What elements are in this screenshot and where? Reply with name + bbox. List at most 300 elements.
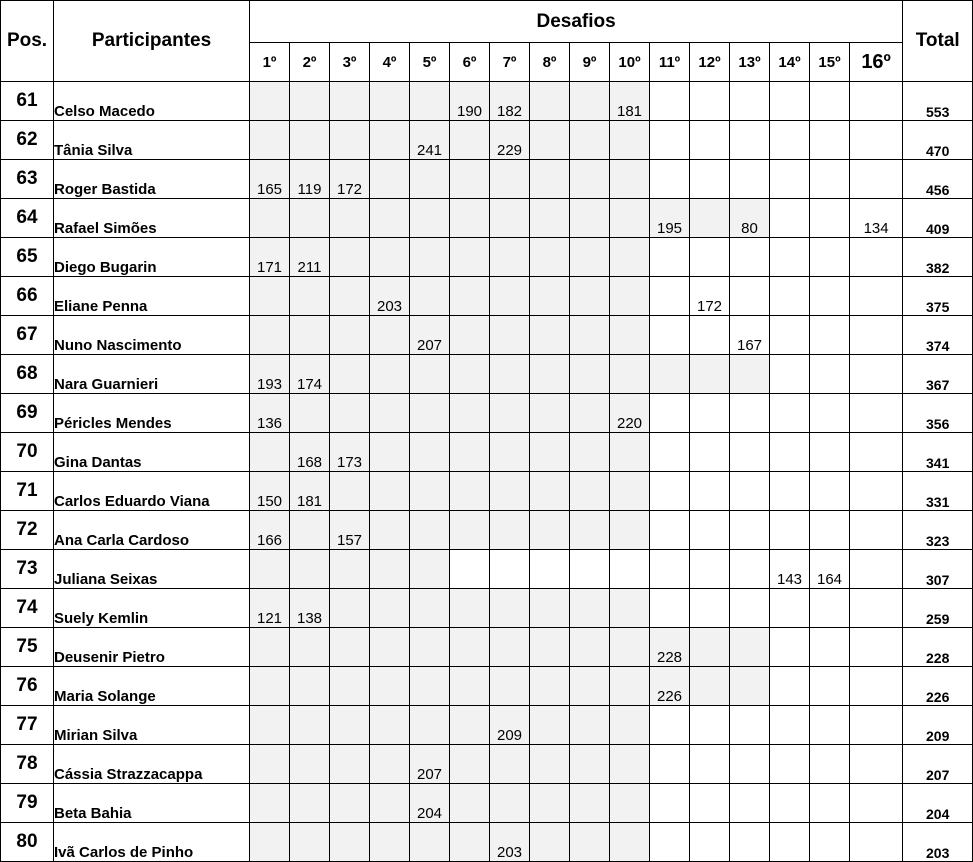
score-cell — [690, 355, 730, 394]
score-cell: 203 — [490, 823, 530, 862]
table-row — [1, 277, 973, 316]
table-row — [1, 160, 973, 199]
score-cell — [330, 121, 370, 160]
score-cell — [450, 745, 490, 784]
score-cell — [490, 784, 530, 823]
score-cell — [730, 121, 770, 160]
score-cell — [690, 316, 730, 355]
table-row — [1, 394, 973, 433]
score-cell — [850, 277, 903, 316]
score-cell — [250, 316, 290, 355]
score-cell — [530, 199, 570, 238]
score-cell — [290, 511, 330, 550]
score-cell — [330, 355, 370, 394]
table-row — [1, 550, 973, 589]
score-cell — [650, 394, 690, 433]
score-cell — [610, 316, 650, 355]
score-cell — [490, 745, 530, 784]
row-total: 203 — [903, 823, 973, 862]
row-position: 70 — [1, 433, 54, 472]
score-cell — [530, 277, 570, 316]
score-cell — [730, 667, 770, 706]
participant-name: Carlos Eduardo Viana — [54, 472, 250, 511]
row-total: 382 — [903, 238, 973, 277]
score-cell: 241 — [410, 121, 450, 160]
score-cell — [690, 199, 730, 238]
score-cell — [810, 784, 850, 823]
score-cell: 168 — [290, 433, 330, 472]
row-total: 226 — [903, 667, 973, 706]
score-cell — [530, 355, 570, 394]
score-cell — [570, 277, 610, 316]
table-row — [1, 745, 973, 784]
score-cell — [530, 589, 570, 628]
score-cell — [690, 433, 730, 472]
score-cell — [650, 316, 690, 355]
score-cell — [650, 433, 690, 472]
challenge-header-7: 7º — [490, 43, 530, 82]
challenge-header-15: 15º — [810, 43, 850, 82]
score-cell — [450, 472, 490, 511]
challenge-header-9: 9º — [570, 43, 610, 82]
score-cell — [330, 316, 370, 355]
score-cell — [410, 82, 450, 121]
score-cell: 190 — [450, 82, 490, 121]
score-cell — [850, 589, 903, 628]
row-total: 228 — [903, 628, 973, 667]
score-cell — [290, 121, 330, 160]
score-cell — [250, 706, 290, 745]
score-cell — [650, 823, 690, 862]
score-cell — [330, 823, 370, 862]
score-cell — [330, 550, 370, 589]
score-cell: 229 — [490, 121, 530, 160]
score-cell — [570, 589, 610, 628]
challenge-header-3: 3º — [330, 43, 370, 82]
score-cell — [530, 160, 570, 199]
score-cell: 204 — [410, 784, 450, 823]
row-total: 209 — [903, 706, 973, 745]
score-cell — [450, 316, 490, 355]
score-cell — [490, 160, 530, 199]
score-cell — [570, 550, 610, 589]
score-cell — [450, 628, 490, 667]
score-cell: 167 — [730, 316, 770, 355]
score-cell — [450, 121, 490, 160]
table-row — [1, 472, 973, 511]
row-total: 375 — [903, 277, 973, 316]
table-row — [1, 706, 973, 745]
row-position: 69 — [1, 394, 54, 433]
score-cell — [530, 667, 570, 706]
score-cell — [330, 745, 370, 784]
score-cell — [770, 589, 810, 628]
row-position: 77 — [1, 706, 54, 745]
score-cell — [450, 784, 490, 823]
score-cell — [850, 160, 903, 199]
score-cell — [450, 355, 490, 394]
row-position: 72 — [1, 511, 54, 550]
score-cell — [810, 628, 850, 667]
score-cell — [690, 394, 730, 433]
score-cell — [850, 706, 903, 745]
score-cell — [490, 355, 530, 394]
score-cell — [730, 82, 770, 121]
score-cell — [530, 550, 570, 589]
score-cell: 209 — [490, 706, 530, 745]
score-cell — [250, 199, 290, 238]
row-position: 61 — [1, 82, 54, 121]
score-cell — [450, 823, 490, 862]
score-cell — [450, 667, 490, 706]
score-cell — [650, 589, 690, 628]
score-cell: 207 — [410, 316, 450, 355]
score-cell — [770, 667, 810, 706]
row-position: 75 — [1, 628, 54, 667]
score-cell — [650, 511, 690, 550]
score-cell — [250, 550, 290, 589]
score-cell — [570, 667, 610, 706]
score-cell — [730, 160, 770, 199]
score-cell — [490, 199, 530, 238]
score-cell: 211 — [290, 238, 330, 277]
table-row — [1, 238, 973, 277]
score-cell — [650, 472, 690, 511]
row-total: 367 — [903, 355, 973, 394]
score-cell — [770, 82, 810, 121]
score-cell — [490, 667, 530, 706]
score-cell — [810, 199, 850, 238]
challenge-header-11: 11º — [650, 43, 690, 82]
participant-name: Celso Macedo — [54, 82, 250, 121]
score-cell — [490, 511, 530, 550]
score-cell — [810, 355, 850, 394]
score-cell — [570, 628, 610, 667]
score-cell — [570, 472, 610, 511]
score-cell — [530, 238, 570, 277]
challenge-header-13: 13º — [730, 43, 770, 82]
participant-name: Gina Dantas — [54, 433, 250, 472]
score-cell — [810, 472, 850, 511]
score-cell — [730, 589, 770, 628]
score-cell — [730, 745, 770, 784]
score-cell: 150 — [250, 472, 290, 511]
score-cell — [530, 433, 570, 472]
score-cell: 134 — [850, 199, 903, 238]
score-cell — [610, 472, 650, 511]
score-cell — [530, 706, 570, 745]
row-position: 76 — [1, 667, 54, 706]
score-cell — [370, 160, 410, 199]
score-cell — [570, 745, 610, 784]
score-cell — [850, 667, 903, 706]
score-cell — [290, 277, 330, 316]
score-cell — [370, 589, 410, 628]
score-cell: 207 — [410, 745, 450, 784]
score-cell — [730, 628, 770, 667]
score-cell — [410, 394, 450, 433]
score-cell — [810, 121, 850, 160]
score-cell — [490, 394, 530, 433]
score-cell — [290, 316, 330, 355]
row-position: 67 — [1, 316, 54, 355]
score-cell — [610, 238, 650, 277]
score-cell — [450, 238, 490, 277]
score-cell: 195 — [650, 199, 690, 238]
score-cell: 228 — [650, 628, 690, 667]
score-cell — [410, 550, 450, 589]
score-cell — [770, 823, 810, 862]
score-cell — [770, 277, 810, 316]
score-cell — [610, 745, 650, 784]
score-cell — [290, 784, 330, 823]
score-cell — [650, 745, 690, 784]
table-row — [1, 784, 973, 823]
score-cell — [490, 628, 530, 667]
row-position: 66 — [1, 277, 54, 316]
score-cell: 166 — [250, 511, 290, 550]
score-cell — [770, 355, 810, 394]
score-cell — [810, 238, 850, 277]
participant-name: Rafael Simões — [54, 199, 250, 238]
score-cell — [250, 667, 290, 706]
score-cell — [610, 550, 650, 589]
score-cell — [850, 784, 903, 823]
participant-name: Suely Kemlin — [54, 589, 250, 628]
participant-name: Ivã Carlos de Pinho — [54, 823, 250, 862]
score-cell — [250, 121, 290, 160]
challenge-header-2: 2º — [290, 43, 330, 82]
score-cell — [450, 277, 490, 316]
score-cell — [730, 238, 770, 277]
participant-name: Nara Guarnieri — [54, 355, 250, 394]
score-cell — [850, 121, 903, 160]
score-cell: 119 — [290, 160, 330, 199]
challenge-header-8: 8º — [530, 43, 570, 82]
score-cell — [530, 121, 570, 160]
row-position: 73 — [1, 550, 54, 589]
score-cell — [530, 745, 570, 784]
score-cell — [450, 394, 490, 433]
score-cell — [330, 784, 370, 823]
score-cell — [610, 706, 650, 745]
score-cell — [610, 355, 650, 394]
challenge-header-16: 16º — [850, 43, 903, 82]
row-position: 79 — [1, 784, 54, 823]
score-cell: 172 — [330, 160, 370, 199]
score-cell — [690, 550, 730, 589]
row-total: 470 — [903, 121, 973, 160]
score-cell — [450, 550, 490, 589]
score-cell — [770, 160, 810, 199]
score-cell — [730, 823, 770, 862]
score-cell — [370, 823, 410, 862]
score-cell — [410, 433, 450, 472]
score-cell — [410, 823, 450, 862]
score-cell — [370, 82, 410, 121]
score-cell — [690, 82, 730, 121]
challenge-header-1: 1º — [250, 43, 290, 82]
row-position: 68 — [1, 355, 54, 394]
score-cell — [490, 589, 530, 628]
score-cell — [450, 160, 490, 199]
score-cell — [370, 706, 410, 745]
score-cell — [450, 433, 490, 472]
score-cell — [690, 823, 730, 862]
score-cell — [770, 784, 810, 823]
table-body — [1, 82, 973, 862]
score-cell — [330, 82, 370, 121]
table-row — [1, 589, 973, 628]
score-cell: 193 — [250, 355, 290, 394]
score-cell — [690, 667, 730, 706]
score-cell: 172 — [690, 277, 730, 316]
row-total: 341 — [903, 433, 973, 472]
score-cell — [370, 667, 410, 706]
score-cell — [490, 238, 530, 277]
score-cell — [570, 823, 610, 862]
score-cell — [650, 160, 690, 199]
score-cell: 220 — [610, 394, 650, 433]
score-cell — [690, 706, 730, 745]
row-position: 65 — [1, 238, 54, 277]
row-total: 553 — [903, 82, 973, 121]
score-cell — [690, 160, 730, 199]
table-row — [1, 199, 973, 238]
score-cell — [810, 706, 850, 745]
row-total: 331 — [903, 472, 973, 511]
table-row — [1, 82, 973, 121]
score-cell — [650, 706, 690, 745]
participant-name: Roger Bastida — [54, 160, 250, 199]
challenge-header-4: 4º — [370, 43, 410, 82]
score-cell — [770, 706, 810, 745]
score-cell — [610, 511, 650, 550]
score-cell — [770, 199, 810, 238]
score-cell — [730, 550, 770, 589]
score-cell: 173 — [330, 433, 370, 472]
score-cell — [530, 316, 570, 355]
score-cell — [370, 745, 410, 784]
score-cell — [690, 121, 730, 160]
score-cell — [810, 745, 850, 784]
score-cell — [650, 238, 690, 277]
row-total: 204 — [903, 784, 973, 823]
challenge-header-12: 12º — [690, 43, 730, 82]
score-cell — [850, 823, 903, 862]
score-cell — [850, 238, 903, 277]
score-cell — [690, 784, 730, 823]
score-cell — [770, 121, 810, 160]
row-position: 78 — [1, 745, 54, 784]
score-cell: 165 — [250, 160, 290, 199]
score-cell — [450, 706, 490, 745]
score-cell — [850, 82, 903, 121]
score-cell — [730, 355, 770, 394]
participant-name: Tânia Silva — [54, 121, 250, 160]
table-row — [1, 628, 973, 667]
score-cell — [690, 628, 730, 667]
row-position: 64 — [1, 199, 54, 238]
score-cell — [730, 511, 770, 550]
score-cell — [690, 472, 730, 511]
participant-name: Juliana Seixas — [54, 550, 250, 589]
row-position: 74 — [1, 589, 54, 628]
score-cell — [250, 82, 290, 121]
score-cell — [570, 82, 610, 121]
score-cell — [610, 589, 650, 628]
score-cell — [330, 277, 370, 316]
score-cell — [650, 121, 690, 160]
score-cell — [490, 433, 530, 472]
score-cell — [250, 823, 290, 862]
score-cell — [370, 355, 410, 394]
score-cell — [570, 355, 610, 394]
score-cell — [810, 82, 850, 121]
score-cell — [570, 238, 610, 277]
header-total: Total — [903, 1, 973, 82]
score-cell — [490, 277, 530, 316]
score-cell: 143 — [770, 550, 810, 589]
score-cell — [850, 511, 903, 550]
score-cell — [810, 823, 850, 862]
row-total: 307 — [903, 550, 973, 589]
participant-name: Deusenir Pietro — [54, 628, 250, 667]
score-cell — [290, 667, 330, 706]
table-row — [1, 316, 973, 355]
score-cell — [770, 745, 810, 784]
score-cell — [330, 667, 370, 706]
row-total: 374 — [903, 316, 973, 355]
score-cell: 171 — [250, 238, 290, 277]
score-cell — [850, 355, 903, 394]
score-cell — [370, 511, 410, 550]
score-cell — [850, 472, 903, 511]
score-cell — [690, 511, 730, 550]
score-cell — [610, 277, 650, 316]
score-cell — [290, 550, 330, 589]
score-cell — [330, 472, 370, 511]
score-cell — [410, 589, 450, 628]
score-cell — [850, 550, 903, 589]
score-cell — [730, 394, 770, 433]
score-cell — [570, 316, 610, 355]
row-total: 259 — [903, 589, 973, 628]
table-row — [1, 433, 973, 472]
score-cell — [650, 355, 690, 394]
participant-name: Nuno Nascimento — [54, 316, 250, 355]
table-row — [1, 823, 973, 862]
score-cell — [370, 316, 410, 355]
score-cell — [570, 511, 610, 550]
score-cell — [650, 82, 690, 121]
score-cell — [570, 199, 610, 238]
score-cell — [490, 316, 530, 355]
participant-name: Péricles Mendes — [54, 394, 250, 433]
score-cell — [290, 628, 330, 667]
score-cell — [530, 628, 570, 667]
row-position: 63 — [1, 160, 54, 199]
score-cell — [410, 238, 450, 277]
score-cell: 181 — [290, 472, 330, 511]
score-cell — [250, 277, 290, 316]
score-cell — [610, 433, 650, 472]
score-cell — [810, 316, 850, 355]
score-cell — [650, 277, 690, 316]
score-cell: 182 — [490, 82, 530, 121]
score-cell: 157 — [330, 511, 370, 550]
score-cell — [410, 472, 450, 511]
